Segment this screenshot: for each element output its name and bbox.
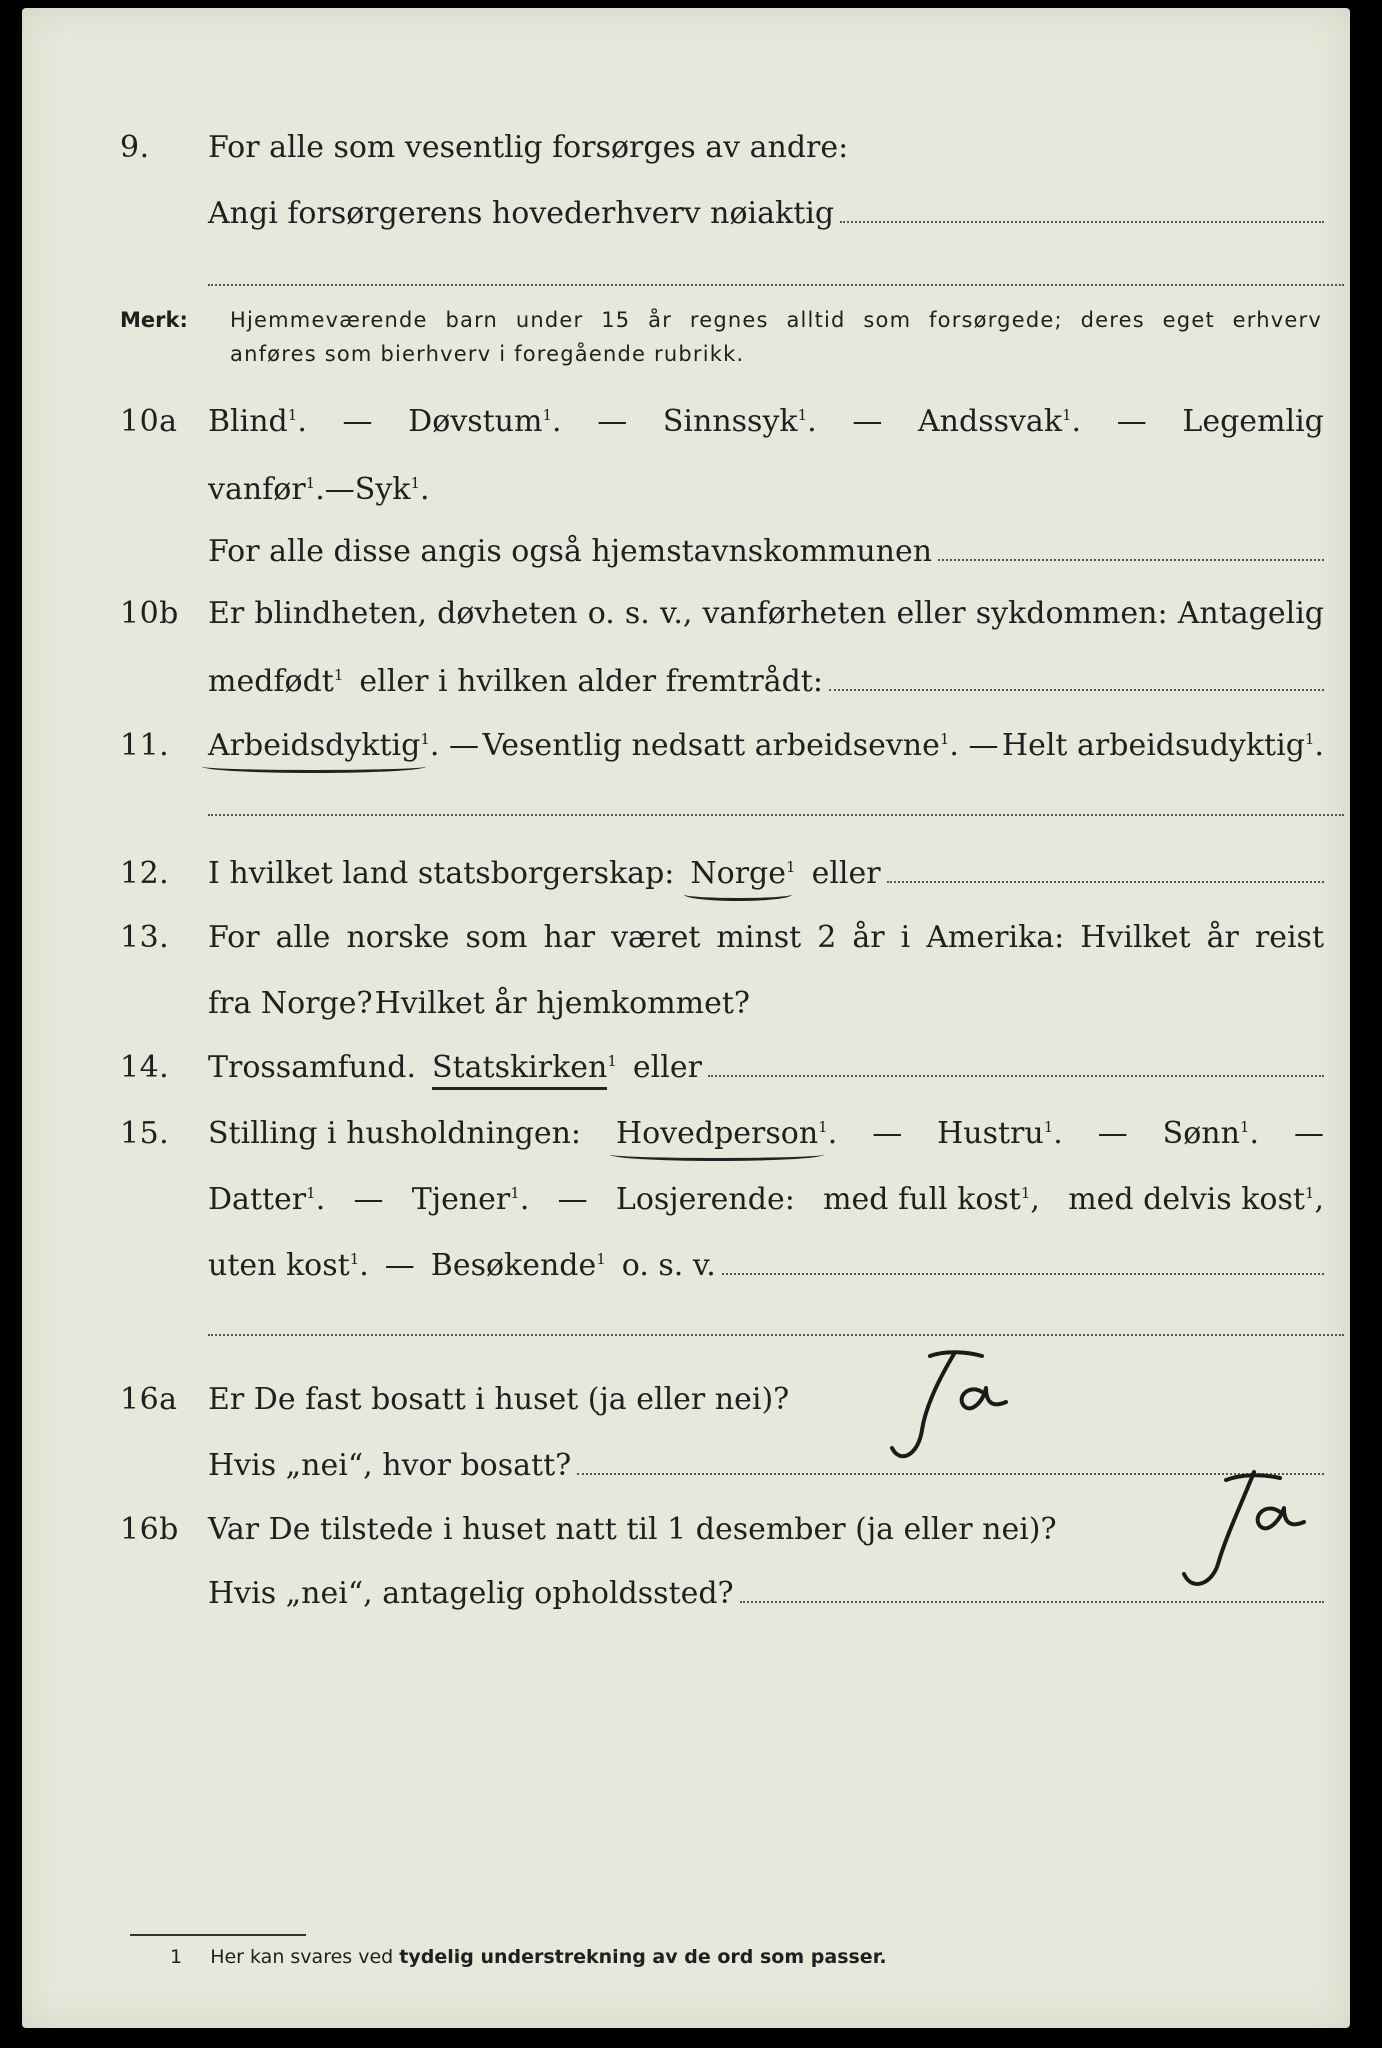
- question-text: eller: [811, 856, 881, 891]
- option-full-kost[interactable]: med full kost$^1$,: [823, 1182, 1040, 1217]
- option-datter[interactable]: Datter$^1$.: [208, 1182, 326, 1217]
- answer-line[interactable]: [577, 1472, 1324, 1475]
- separator: —: [342, 404, 373, 439]
- question-text: Trossamfund.: [208, 1050, 417, 1085]
- losjerende-label: Losjerende:: [615, 1182, 795, 1217]
- question-text: eller: [632, 1050, 702, 1085]
- question-14-row: [22, 1050, 1350, 1090]
- question-15-row: 15. Stilling i husholdningen: Hovedperson$^1$. — Hustru$^1$. — Sønn$^1$. —: [120, 1116, 1324, 1151]
- question-15-line3: uten kost$^1$. — Besøkende$^1$ o. s. v.: [22, 1248, 1350, 1288]
- question-number: 12.: [120, 856, 170, 891]
- answer-line[interactable]: [708, 1074, 1324, 1077]
- question-13-row: [22, 920, 1350, 960]
- question-number: 14.: [120, 1050, 170, 1085]
- option-sinnssyk[interactable]: Sinnssyk$^1$.: [662, 404, 817, 439]
- option-sonn[interactable]: Sønn$^1$.: [1162, 1116, 1260, 1151]
- footnote: [170, 1946, 887, 1968]
- option-norge-selected[interactable]: Norge$^1$: [690, 856, 796, 891]
- option-blind[interactable]: Blind$^1$.: [208, 404, 307, 439]
- option-hovedperson-selected[interactable]: Hovedperson$^1$.: [615, 1116, 838, 1151]
- question-15-line2: Datter$^1$. — Tjener$^1$. — Losjerende: med full kost$^1$, med delvis kost$^1$,: [208, 1182, 1324, 1217]
- question-9-line2: [22, 196, 1350, 236]
- question-text: eller i hvilken alder fremtrådt:: [359, 664, 823, 699]
- option-tjener[interactable]: Tjener$^1$.: [411, 1182, 530, 1217]
- option-nedsatt[interactable]: Vesentlig nedsatt arbeidsevne$^1$. —: [482, 728, 999, 763]
- option-statskirken-selected[interactable]: Statskirken$^1$: [432, 1050, 617, 1085]
- option-delvis-kost[interactable]: med delvis kost$^1$,: [1068, 1182, 1324, 1217]
- question-text: Stilling i husholdningen:: [208, 1116, 582, 1151]
- question-11-row: [22, 728, 1350, 768]
- option-medfodt[interactable]: medfødt$^1$: [208, 664, 344, 699]
- answer-line[interactable]: [840, 220, 1324, 223]
- option-dovstum[interactable]: Døvstum$^1$.: [408, 404, 562, 439]
- question-10a-row: [22, 404, 1350, 444]
- question-text: For alle disse angis også hjemstavnskommunen: [208, 534, 933, 569]
- option-hustru[interactable]: Hustru$^1$.: [937, 1116, 1063, 1151]
- question-16a-line2: [22, 1448, 1350, 1488]
- question-number: 10a: [120, 404, 178, 439]
- question-text: Hvilket år hjemkommet?: [374, 986, 751, 1021]
- answer-line[interactable]: [887, 880, 1324, 883]
- option-syk[interactable]: Syk$^1$.: [354, 472, 430, 507]
- question-10b-row: [22, 596, 1350, 636]
- question-text: fra Norge?: [208, 986, 373, 1021]
- option-arbeidsdyktig-selected[interactable]: Arbeidsdyktig$^1$. —: [208, 728, 479, 763]
- question-number: 13.: [120, 920, 170, 955]
- footnote-rule: [130, 1934, 306, 1936]
- option-besokende[interactable]: Besøkende$^1$: [430, 1248, 606, 1283]
- question-12-row: [22, 856, 1350, 896]
- answer-line[interactable]: [208, 284, 1344, 286]
- answer-line[interactable]: [938, 558, 1324, 561]
- merk-text-1: Hjemmeværende barn under 15 år regnes alltid som forsørgede; deres eget erhverv: [230, 308, 1322, 332]
- question-text: Angi forsørgerens hovederhverv nøiaktig: [208, 196, 835, 231]
- question-number: 16b: [120, 1512, 179, 1547]
- question-10a-line3: [22, 534, 1350, 574]
- question-text: Hvis „nei“, hvor bosatt?: [208, 1448, 572, 1483]
- option-andssvak[interactable]: Andssvak$^1$.: [918, 404, 1082, 439]
- separator: —: [597, 404, 628, 439]
- separator: —: [852, 404, 883, 439]
- question-text: o. s. v.: [621, 1248, 716, 1283]
- question-text: I hvilket land statsborgerskap:: [208, 856, 675, 891]
- question-number: 10b: [120, 596, 179, 631]
- question-number: 15.: [120, 1116, 170, 1151]
- footnote-text-a: Her kan svares ved: [210, 1946, 394, 1968]
- question-text: Er De fast bosatt i huset (ja eller nei)?: [208, 1382, 790, 1417]
- separator: —: [1116, 404, 1147, 439]
- option-legemlig[interactable]: Legemlig: [1182, 404, 1324, 439]
- option-udyktig[interactable]: Helt arbeidsudyktig$^1$.: [1001, 728, 1324, 763]
- question-16b-line2: [22, 1576, 1350, 1616]
- question-number: 9.: [120, 130, 150, 165]
- question-number: 16a: [120, 1382, 178, 1417]
- question-text: Er blindheten, døvheten o. s. v., vanførheten eller sykdommen: Antagelig: [208, 596, 1324, 631]
- option-vanfor[interactable]: vanfør$^1$.: [208, 472, 325, 507]
- option-uten-kost[interactable]: uten kost$^1$.: [208, 1248, 369, 1283]
- answer-line[interactable]: [829, 688, 1324, 691]
- answer-line[interactable]: [740, 1600, 1324, 1603]
- question-number: 11.: [120, 728, 170, 763]
- question-10b-line2: [22, 664, 1350, 704]
- census-form-page: 9. For alle som vesentlig forsørges av andre: Angi forsørgerens hovederhverv nøiaktig Merk: Hjemmeværende barn under 15 år regnes alltid som forsørgede; deres eget erhverv anføres som bierhverv i foregående rubrikk. 10a Blind$^1$. — Døvstum$^1$. — Sinnssyk$^1$. — Andssvak$^1$. — Legemlig vanfør$^1$. — Syk$^1$. For alle disse angis også hjemstavnskommunen 10b Er blindheten, døvheten o. s. v., vanførheten eller sykdommen: Antagelig medfødt$^1$ eller i hvilken alder fremtrådt: 11. Arbeidsdyktig$^1$. — Vesentlig nedsatt arbeidsevne$^1$. — Helt arbeidsudyktig$^1$. 12. I hvilket land statsborgerskap: Norge$^1$ eller 13. For alle norske som har været minst 2 år i Amerika: Hvilket år reist fra Norge? Hvilket år hjemkommet? 14. Trossamfund. Statskirken$^1$ eller 15. Stilling i husholdningen: Hovedperson$^1$. — Hustru$^1$. — Sønn$^1$. — Datter$^1$. — Tjener$^1$. — Losjerende: med full kost$^1$, med delvis kost$^1$, uten kost$^1$. — Besøkende$^1$ o. s. v. 16a Er De fast bosatt i huset (ja eller nei)? Hvis „nei“, hvor bosatt? 16b Var De tilstede i huset natt til 1 desember (ja eller nei)? Hvis „nei“, antagelig opholdssted? 1 Her kan svares ved tydelig understrekning av de ord som passer.: [22, 8, 1350, 2028]
- footnote-text-b: tydelig understrekning av de ord som passer.: [399, 1946, 887, 1968]
- question-text: For alle norske som har været minst 2 år i Amerika: Hvilket år reist: [208, 920, 1324, 955]
- answer-line[interactable]: [722, 1272, 1324, 1275]
- footnote-mark: 1: [170, 1946, 183, 1968]
- merk-label: Merk:: [120, 308, 188, 332]
- answer-line[interactable]: [208, 814, 1344, 816]
- separator: —: [324, 472, 355, 507]
- answer-line[interactable]: [208, 1334, 1344, 1336]
- question-text: Hvis „nei“, antagelig opholdssted?: [208, 1576, 734, 1611]
